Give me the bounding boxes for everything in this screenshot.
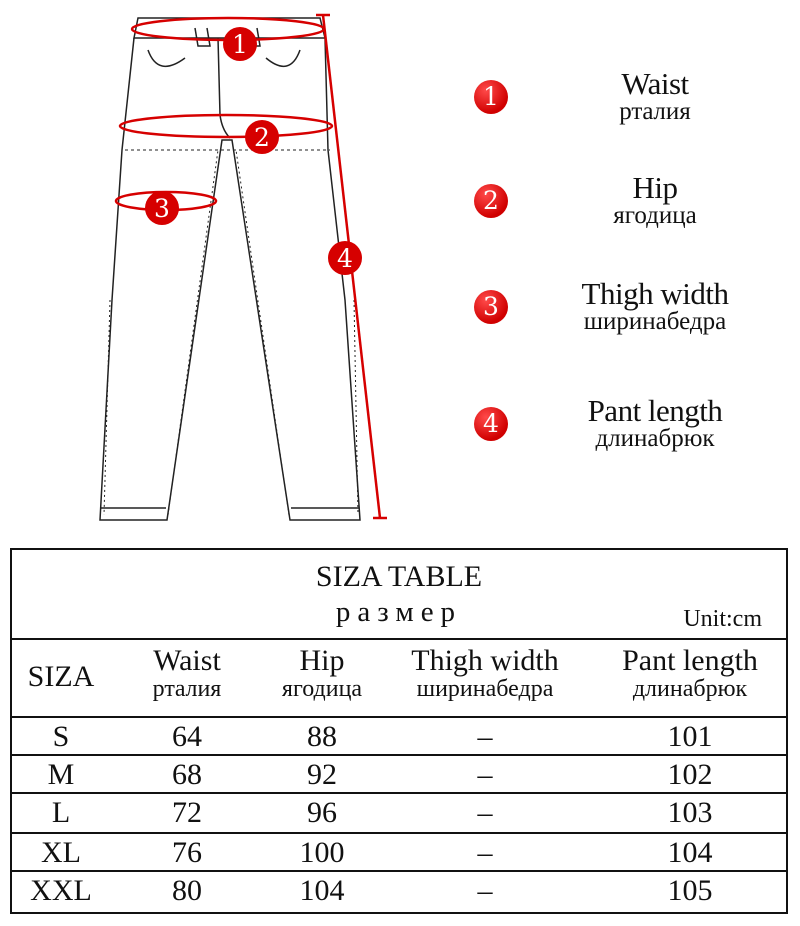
legend-label-ru: ягодица xyxy=(613,202,697,229)
cell-thigh-width: – xyxy=(477,720,493,753)
cell-hip: 104 xyxy=(299,874,345,907)
diagram-marker-4 xyxy=(328,241,362,275)
cell-thigh-width: – xyxy=(477,836,493,869)
header-pant-length xyxy=(600,646,780,702)
cell-size: L xyxy=(51,796,71,829)
cell-hip: 96 xyxy=(307,796,337,829)
cell-size: M xyxy=(47,758,75,791)
header-ru: ягодица xyxy=(281,676,363,702)
header-ru: ширинабедра xyxy=(416,676,554,702)
pants-diagram xyxy=(0,0,470,535)
cell-pant-length: 103 xyxy=(667,796,713,829)
cell-hip: 88 xyxy=(307,720,337,753)
divider xyxy=(12,638,786,640)
cell-pant-length: 104 xyxy=(667,836,713,869)
unit-label: Unit:cm xyxy=(683,606,762,632)
legend-number: 3 xyxy=(474,290,508,324)
header-en: Waist xyxy=(153,644,221,677)
cell-waist: 76 xyxy=(172,836,202,869)
svg-text:1: 1 xyxy=(232,30,248,59)
header-ru: длинабрюк xyxy=(632,676,748,702)
legend-waist xyxy=(470,62,790,132)
cell-size: XL xyxy=(41,836,81,869)
cell-hip: 100 xyxy=(299,836,345,869)
svg-text:4: 4 xyxy=(337,244,353,273)
header-en: Thigh width xyxy=(411,644,559,677)
cell-pant-length: 105 xyxy=(667,874,713,907)
header-ru: ртaлия xyxy=(152,676,222,702)
cell-waist: 68 xyxy=(172,758,202,791)
cell-pant-length: 101 xyxy=(667,720,713,753)
header-thigh-width xyxy=(386,646,584,702)
svg-text:3: 3 xyxy=(154,194,170,223)
legend-label-ru: ртaлия xyxy=(619,98,691,125)
header-hip xyxy=(260,646,384,702)
cell-waist: 64 xyxy=(172,720,202,753)
legend-pant-length xyxy=(470,389,790,459)
legend-thigh-width xyxy=(470,272,790,342)
table-title-ru: размер xyxy=(335,596,463,628)
legend-hip xyxy=(470,166,790,236)
diagram-marker-3 xyxy=(145,191,179,225)
cell-thigh-width: – xyxy=(477,874,493,907)
diagram-marker-2 xyxy=(245,120,279,154)
cell-thigh-width: – xyxy=(477,796,493,829)
legend-number: 1 xyxy=(474,80,508,114)
cell-pant-length: 102 xyxy=(667,758,713,791)
size-table xyxy=(10,548,788,914)
cell-size: S xyxy=(52,720,70,753)
table-title: SIZA TABLE xyxy=(315,560,483,593)
cell-waist: 80 xyxy=(172,874,202,907)
legend-label-en: Pant length xyxy=(587,393,723,428)
diagram-marker-1 xyxy=(223,27,257,61)
cell-thigh-width: – xyxy=(477,758,493,791)
cell-waist: 72 xyxy=(172,796,202,829)
pants-outline xyxy=(100,18,360,520)
header-size: SIZA xyxy=(27,660,95,693)
cell-hip: 92 xyxy=(307,758,337,791)
legend-label-ru: длинабрюк xyxy=(595,425,715,452)
header-waist xyxy=(124,646,250,702)
legend-label-en: Waist xyxy=(621,66,689,101)
cell-size: XXL xyxy=(30,874,92,907)
svg-text:2: 2 xyxy=(254,123,270,152)
header-en: Pant length xyxy=(622,644,758,677)
legend-label-ru: ширинабедра xyxy=(583,308,727,335)
header-en: Hip xyxy=(299,644,345,677)
legend-number: 4 xyxy=(474,407,508,441)
legend-label-en: Thigh width xyxy=(581,276,729,311)
legend-number: 2 xyxy=(474,184,508,218)
legend-label-en: Hip xyxy=(632,170,678,205)
